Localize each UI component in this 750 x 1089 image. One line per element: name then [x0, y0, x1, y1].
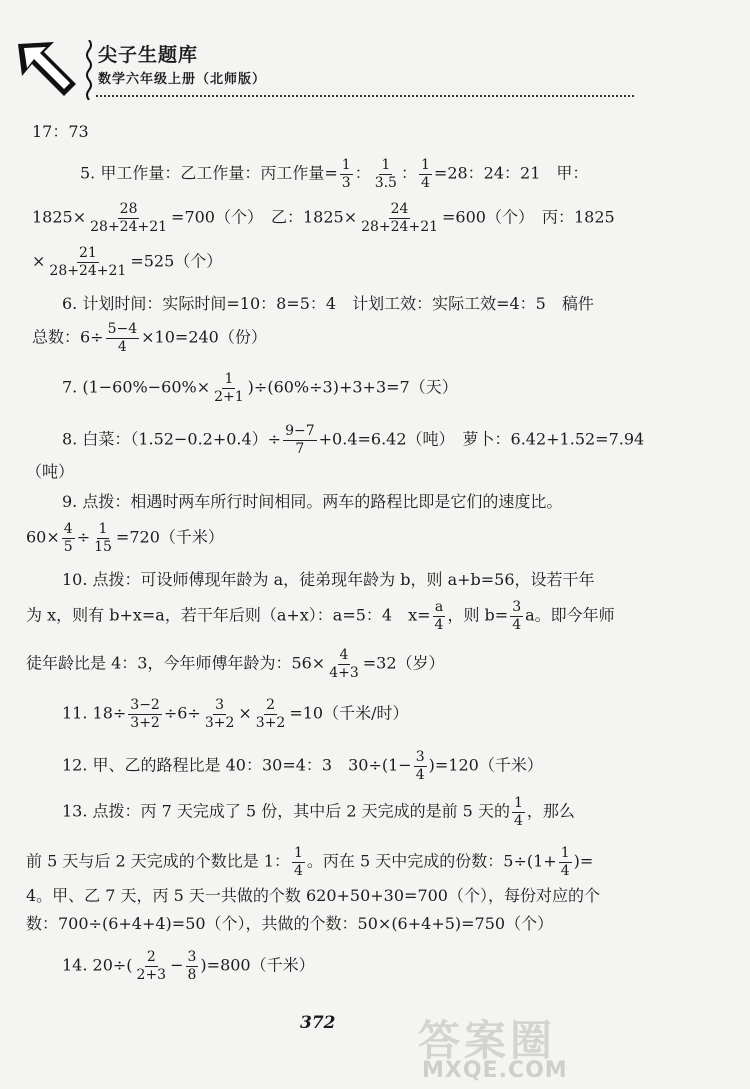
- fraction: $\frac{a}{4}$: [434, 599, 444, 633]
- fraction: $\frac{28}{28+24+21}$: [90, 201, 168, 235]
- text-line: （吨）: [26, 462, 75, 481]
- text-line: 10. 点拨：可设师傅现年龄为 a，徒弟现年龄为 b，则 a+b=56，设若干年: [62, 570, 595, 589]
- fraction: $\frac{3}{4}$: [415, 749, 425, 783]
- watermark-url: MXQE.COM: [422, 1058, 568, 1083]
- text-line: 5. 甲工作量：乙工作量：丙工作量= $\frac{1}{3}$ ： $\frac{1}{3.5}$ ： $\frac{1}{4}$ =28：24：21 甲：: [80, 157, 589, 191]
- fraction: $\frac{1}{4}$: [513, 795, 523, 829]
- page-number: 372: [300, 1013, 336, 1033]
- fraction: $\frac{2}{3+2}$: [255, 697, 286, 731]
- fraction: $\frac{3}{3+2}$: [204, 697, 235, 731]
- fraction: $\frac{24}{28+24+21}$: [361, 201, 439, 235]
- text-line: 17：73: [32, 122, 89, 141]
- text-line: 徒年龄比是 4：3，今年师傅年龄为：56× $\frac{4}{4+3}$ =32（岁）: [26, 647, 445, 681]
- fraction: $\frac{1}{4}$: [293, 845, 303, 879]
- fraction: $\frac{9-7}{7}$: [285, 423, 315, 457]
- text-line: 为 x，则有 b+x=a，若干年后则（a+x）：a=5：4 x= $\frac{a}{4}$ ，则 b= $\frac{3}{4}$ a。即今年师: [26, 599, 615, 633]
- text-line: 60× $\frac{4}{5}$ ÷ $\frac{1}{15}$ =720（千米）: [26, 521, 224, 555]
- arrow-icon: [14, 38, 80, 100]
- fraction: $\frac{3}{8}$: [187, 949, 197, 983]
- fraction: $\frac{21}{28+24+21}$: [49, 245, 127, 279]
- watermark-logo: 答案圈: [418, 1016, 557, 1065]
- fraction: $\frac{3}{4}$: [512, 599, 522, 633]
- fraction: $\frac{1}{2+1}$: [214, 371, 244, 405]
- text-line: 13. 点拨：丙 7 天完成了 5 份，其中后 2 天完成的是前 5 天的 $\frac{1}{4}$ ，那么: [62, 795, 575, 829]
- fraction: $\frac{1}{15}$: [94, 521, 112, 555]
- text-line: 11. 18÷ $\frac{3-2}{3+2}$ ÷6÷ $\frac{3}{3+2}$ × $\frac{2}{3+2}$ =10（千米/时）: [62, 697, 409, 731]
- text-line: 1825× $\frac{28}{28+24+21}$ =700（个） 乙：1825× $\frac{24}{28+24+21}$ =600（个） 丙：1825: [32, 201, 615, 235]
- page-header: [0, 0, 750, 110]
- text-line: 9. 点拨：相遇时两车所行时间相同。两车的路程比即是它们的速度比。: [62, 492, 563, 511]
- wavy-divider: [84, 40, 94, 100]
- text-line: 8. 白菜：（1.52−0.2+0.4）÷ $\frac{9-7}{7}$ +0.4=6.42（吨） 萝卜：6.42+1.52=7.94: [62, 423, 645, 457]
- fraction: $\frac{2}{2+3}$: [136, 949, 167, 983]
- fraction: $\frac{3-2}{3+2}$: [130, 697, 160, 731]
- fraction: $\frac{1}{4}$: [420, 157, 430, 191]
- text-line: 6. 计划时间：实际时间=10：8=5：4 计划工效：实际工效=4：5 稿件: [62, 294, 594, 313]
- text-line: 数：700÷(6+4+4)=50（个），共做的个数：50×(6+4+5)=750（个）: [26, 914, 554, 933]
- fraction: $\frac{1}{3}$: [341, 157, 351, 191]
- text-line: 14. 20÷( $\frac{2}{2+3}$ − $\frac{3}{8}$ )=800（千米）: [62, 949, 315, 983]
- fraction: $\frac{1}{4}$: [560, 845, 570, 879]
- fraction: $\frac{4}{4+3}$: [329, 647, 359, 681]
- fraction: $\frac{1}{3.5}$: [374, 157, 397, 191]
- book-subtitle: 数学六年级上册（北师版）: [98, 72, 267, 87]
- text-line: 7. (1−60%−60%× $\frac{1}{2+1}$ )÷(60%÷3)+3+3=7（天）: [62, 371, 458, 405]
- fraction: $\frac{4}{5}$: [63, 521, 73, 555]
- text-line: 前 5 天与后 2 天完成的个数比是 1： $\frac{1}{4}$ 。丙在 5 天中完成的份数：5÷(1+ $\frac{1}{4}$ )=: [26, 845, 594, 879]
- header-divider: [96, 95, 634, 97]
- text-line: 12. 甲、乙的路程比是 40：30=4：3 30÷(1− $\frac{3}{4}$ )=120（千米）: [62, 749, 543, 783]
- book-title: 尖子生题库: [98, 44, 199, 66]
- text-line: × $\frac{21}{28+24+21}$ =525（个）: [32, 245, 223, 279]
- fraction: $\frac{5-4}{4}$: [107, 321, 138, 355]
- text-line: 总数：6÷ $\frac{5-4}{4}$ ×10=240（份）: [32, 321, 267, 355]
- text-line: 4。甲、乙 7 天，丙 5 天一共做的个数 620+50+30=700（个），每份对应的个: [26, 886, 600, 905]
